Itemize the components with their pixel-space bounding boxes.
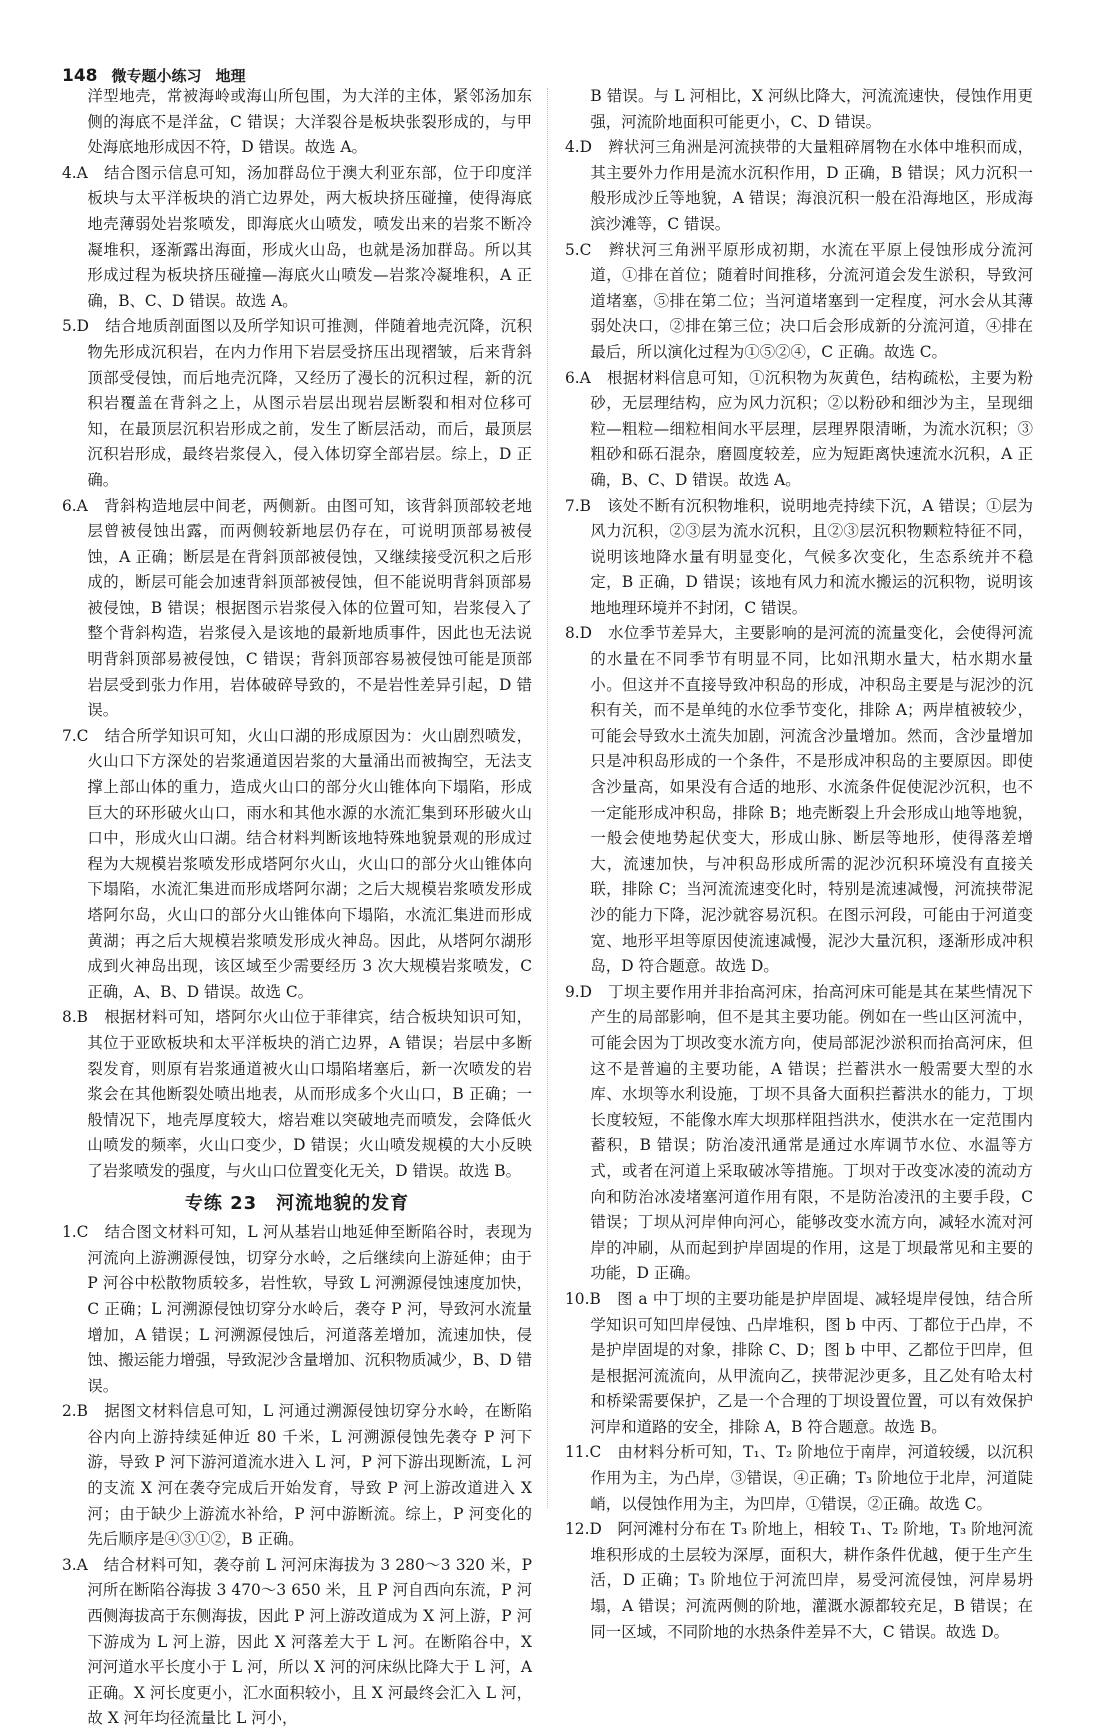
answer-s23-12: 12.D 阿河滩村分布在 T₃ 阶地上，相较 T₁、T₂ 阶地，T₃ 阶地河流堆积形成的土层较为深厚，面积大，耕作条件优越，便于生产生活，D 正确；T₃ 阶地位于河流凹岸，易受河流侵蚀，河岸易坍塌，A 错误；河流两侧的阶地，灌溉水源都较充足，B 错误；在同一区域，不同阶地的水热条件差异不大，C 错误。故选 D。 bbox=[565, 1520, 1033, 1641]
answer-s23-8: 8.D 水位季节差异大，主要影响的是河流的流量变化，会使得河流的水量在不同季节有明显不同，比如汛期水量大，枯水期水量小。但这并不直接导致冲积岛的形成，冲积岛主要是与泥沙的沉积有关，而不是单纯的水位季节变化，排除 A；两岸植被较少，可能会导致水土流失加剧，河流含沙量增加。然而，含沙量增加只是冲积岛形成的一个条件，不是形成冲积岛的主要原因。即使含沙量高，如果没有合适的地形、水流条件促使泥沙沉积，也不一定能形成冲积岛，排除 B；地壳断裂上升会形成山地等地貌，一般会使地势起伏变大，形成山脉、断层等地形，使得落差增大，流速加快，与冲积岛形成所需的泥沙沉积环境没有直接关联，排除 C；当河流流速变化时，特别是流速减慢，河流挟带泥沙的能力下降，泥沙就容易沉积。在图示河段，可能由于河道变宽、地形平坦等原因使流速减慢，泥沙大量沉积，逐渐形成冲积岛，D 符合题意。故选 D。 bbox=[565, 624, 1033, 976]
answer-s23-1: 1.C 结合图文材料可知，L 河从基岩山地延伸至断陷谷时，表现为河流向上游溯源侵蚀，切穿分水岭，之后继续向上游延伸；由于 P 河谷中松散物质较多，岩性软，导致 L 河溯源侵蚀速度加快，C 正确；L 河溯源侵蚀切穿分水岭后，袭夺 P 河，导致河水流量增加，A 错误；L 河溯源侵蚀后，河道落差增加，流速加快，侵蚀、搬运能力增强，导致泥沙含量增加、沉积物质减少，B、D 错误。 bbox=[62, 1223, 532, 1395]
answer-s23-3: 3.A 结合材料可知，袭夺前 L 河河床海拔为 3 280～3 320 米，P 河所在断陷谷海拔 3 470～3 650 米，且 P 河自西向东流，P 河西侧海拔高于东侧海拔，因此 P 河上游改道成为 X 河上游，P 河下游成为 L 河上游，因此 X 河落差大于 L 河。在断陷谷中，X 河河道水平长度小于 L 河，所以 X 河的河床纵比降大于 L 河，A 正确。X 河长度更小，汇水面积较小，且 X 河最终会汇入 L 河，故 X 河年均径流量比 L 河小， bbox=[62, 1555, 532, 1728]
left-column bbox=[62, 84, 532, 1732]
answer-continued-right: B 错误。与 L 河相比，X 河纵比降大，河流流速快，侵蚀作用更强，河流阶地面积可能更小，C、D 错误。 bbox=[590, 87, 1033, 131]
column-divider bbox=[547, 88, 548, 1508]
answer-s23-7: 7.B 该处不断有沉积物堆积，说明地壳持续下沉，A 错误；①层为风力沉积，②③层为流水沉积，且②③层沉积物颗粒特征不同，说明该地降水量有明显变化，气候多次变化，生态系统并不稳定，B 正确，D 错误；该地有风力和流水搬运的沉积物，说明该地地理环境并不封闭，C 错误。 bbox=[565, 496, 1033, 617]
answer-6: 6.A 背斜构造地层中间老，两侧新。由图可知，该背斜顶部较老地层曾被侵蚀出露，而两侧较新地层仍存在，可说明顶部易被侵蚀，A 正确；断层是在背斜顶部被侵蚀，又继续接受沉积之后形成的，断层可能会加速背斜顶部被侵蚀，但不能说明背斜顶部易被侵蚀，B 错误；根据图示岩浆侵入体的位置可知，岩浆侵入了整个背斜构造，岩浆侵入是该地的最新地质事件，因此也无法说明背斜顶部易被侵蚀，C 错误；背斜顶部容易被侵蚀可能是顶部岩层受到张力作用，岩体破碎导致的，不是岩性差异引起，D 错误。 bbox=[62, 496, 532, 720]
answer-continued: 洋型地壳，常被海岭或海山所包围，为大洋的主体，紧邻汤加东侧的海底不是洋盆，C 错误；大洋裂谷是板块张裂形成的，与甲处海底地形成因不符，D 错误。故选 A。 bbox=[87, 87, 532, 157]
page-number: 148 bbox=[62, 66, 98, 86]
answer-8: 8.B 根据材料可知，塔阿尔火山位于菲律宾，结合板块知识可知，其位于亚欧板块和太平洋板块的消亡边界，A 错误；岩层中多断裂发育，则原有岩浆通道被火山口塌陷堵塞后，新一次喷发的岩浆会在其他断裂处喷出地表，从而形成多个火山口，B 正确；一般情况下，地壳厚度较大，熔岩难以突破地壳而喷发，会降低火山喷发的频率，火山口变少，D 错误；火山喷发规模的大小反映了岩浆喷发的强度，与火山口位置变化无关，D 错误。故选 B。 bbox=[62, 1008, 532, 1180]
book-title: 微专题小练习 bbox=[111, 67, 202, 85]
answer-4: 4.A 结合图示信息可知，汤加群岛位于澳大利亚东部，位于印度洋板块与太平洋板块的消亡边界处，两大板块挤压碰撞，使得海底地壳薄弱处岩浆喷发，即海底火山喷发，喷发出来的岩浆不断冷凝堆积，逐渐露出海面，形成火山岛，也就是汤加群岛。所以其形成过程为板块挤压碰撞—海底火山喷发—岩浆冷凝堆积，A 正确，B、C、D 错误。故选 A。 bbox=[62, 163, 532, 310]
answer-s23-10: 10.B 图 a 中丁坝的主要功能是护岸固堤、减轻堤岸侵蚀，结合所学知识可知凹岸侵蚀、凸岸堆积，图 b 中丙、丁都位于凸岸，不是护岸固堤的对象，排除 C、D；图 b 中甲、乙都位于凹岸，但是根据河流流向，从甲流向乙，挟带泥沙更多，且乙处有哈太村和桥梁需要保护，乙是一个合理的丁坝设置位置，可以有效保护河岸和道路的安全，排除 A，B 符合题意。故选 B。 bbox=[565, 1289, 1033, 1436]
subject-label: 地理 bbox=[215, 67, 246, 85]
answer-s23-11: 11.C 由材料分析可知，T₁、T₂ 阶地位于南岸，河道较缓，以沉积作用为主，为凸岸，③错误，④正确；T₃ 阶地位于北岸，河道陡峭，以侵蚀作用为主，为凹岸，①错误，②正确。故选 C。 bbox=[565, 1443, 1033, 1513]
answer-5: 5.D 结合地质剖面图以及所学知识可推测，伴随着地壳沉降，沉积物先形成沉积岩，在内力作用下岩层受挤压出现褶皱，后来背斜顶部受侵蚀，而后地壳沉降，又经历了漫长的沉积过程，新的沉积岩覆盖在背斜之上，从图示岩层出现岩层断裂和相对位移可知，在最顶层沉积岩形成之前，发生了断层活动，而后，最顶层沉积岩形成，最终岩浆侵入，侵入体切穿全部岩层。综上，D 正确。 bbox=[62, 317, 532, 489]
answer-s23-9: 9.D 丁坝主要作用并非抬高河床，抬高河床可能是其在某些情况下产生的局部影响，但不是其主要功能。例如在一些山区河流中，可能会因为丁坝改变水流方向，使局部泥沙淤积而抬高河床，但这不是普遍的主要功能，A 错误；拦蓄洪水一般需要大型的水库、水坝等水利设施，丁坝不具备大面积拦蓄洪水的能力，丁坝长度较短，不能像水库大坝那样阻挡洪水，使洪水在一定范围内蓄积，B 错误；防治凌汛通常是通过水库调节水位、水温等方式，或者在河道上采取破冰等措施。丁坝对于改变冰凌的流动方向和防治冰凌堵塞河道作用有限，不是防治凌汛的主要手段，C 错误；丁坝从河岸伸向河心，能够改变水流方向，减轻水流对河岸的冲刷，从而起到护岸固堤的作用，这是丁坝最常见和主要的功能，D 正确。 bbox=[565, 982, 1033, 1283]
answer-s23-2: 2.B 据图文材料信息可知，L 河通过溯源侵蚀切穿分水岭，在断陷谷内向上游持续延伸近 80 千米，L 河溯源侵蚀先袭夺 P 河下游，导致 P 河下游河道流水进入 L 河，P 河下游出现断流，L 河的支流 X 河在袭夺完成后开始发育，导致 P 河上游改道进入 X 河；由于缺少上游流水补给，P 河中游断流。综上，P 河变化的先后顺序是④③①②，B 正确。 bbox=[62, 1402, 532, 1549]
answer-s23-5: 5.C 辫状河三角洲平原形成初期，水流在平原上侵蚀形成分流河道，①排在首位；随着时间推移，分流河道会发生淤积，导致河道堵塞，⑤排在第二位；当河道堵塞到一定程度，河水会从其薄弱处决口，②排在第三位；决口后会形成新的分流河道，④排在最后，所以演化过程为①⑤②④，C 正确。故选 C。 bbox=[565, 240, 1033, 361]
answer-s23-6: 6.A 根据材料信息可知，①沉积物为灰黄色，结构疏松，主要为粉砂，无层理结构，应为风力沉积；②以粉砂和细沙为主，呈现细粒—粗粒—细粒相间水平层理，层理界限清晰，为流水沉积；③粗砂和砾石混杂，磨圆度较差，应为短距离快速流水沉积，A 正确，B、C、D 错误。故选 A。 bbox=[565, 368, 1033, 489]
page-header bbox=[62, 58, 1035, 86]
section-title: 专练 23 河流地貌的发育 bbox=[184, 1192, 410, 1214]
answer-7: 7.C 结合所学知识可知，火山口湖的形成原因为：火山剧烈喷发，火山口下方深处的岩浆通道因岩浆的大量涌出而被掏空，无法支撑上部山体的重力，造成火山口的部分火山锥体向下塌陷，形成巨大的环形破火山口，雨水和其他水源的水流汇集到环形破火山口中，形成火山口湖。结合材料判断该地特殊地貌景观的形成过程为大规模岩浆喷发形成塔阿尔火山，火山口的部分火山锥体向下塌陷，水流汇集进而形成塔阿尔湖；之后大规模岩浆喷发形成塔阿尔岛，火山口的部分火山锥体向下塌陷，水流汇集进而形成黄湖；再之后大规模岩浆喷发形成火神岛。因此，从塔阿尔湖形成到火神岛出现，该区域至少需要经历 3 次大规模岩浆喷发，C 正确，A、B、D 错误。故选 C。 bbox=[62, 726, 532, 1001]
right-column bbox=[565, 84, 1033, 1645]
answer-s23-4: 4.D 辫状河三角洲是河流挟带的大量粗碎屑物在水体中堆积而成，其主要外力作用是流水沉积作用，D 正确，B 错误；风力沉积一般形成沙丘等地貌，A 错误；海浪沉积一般在沿海地区，形成海滨沙滩等，C 错误。 bbox=[565, 138, 1033, 233]
